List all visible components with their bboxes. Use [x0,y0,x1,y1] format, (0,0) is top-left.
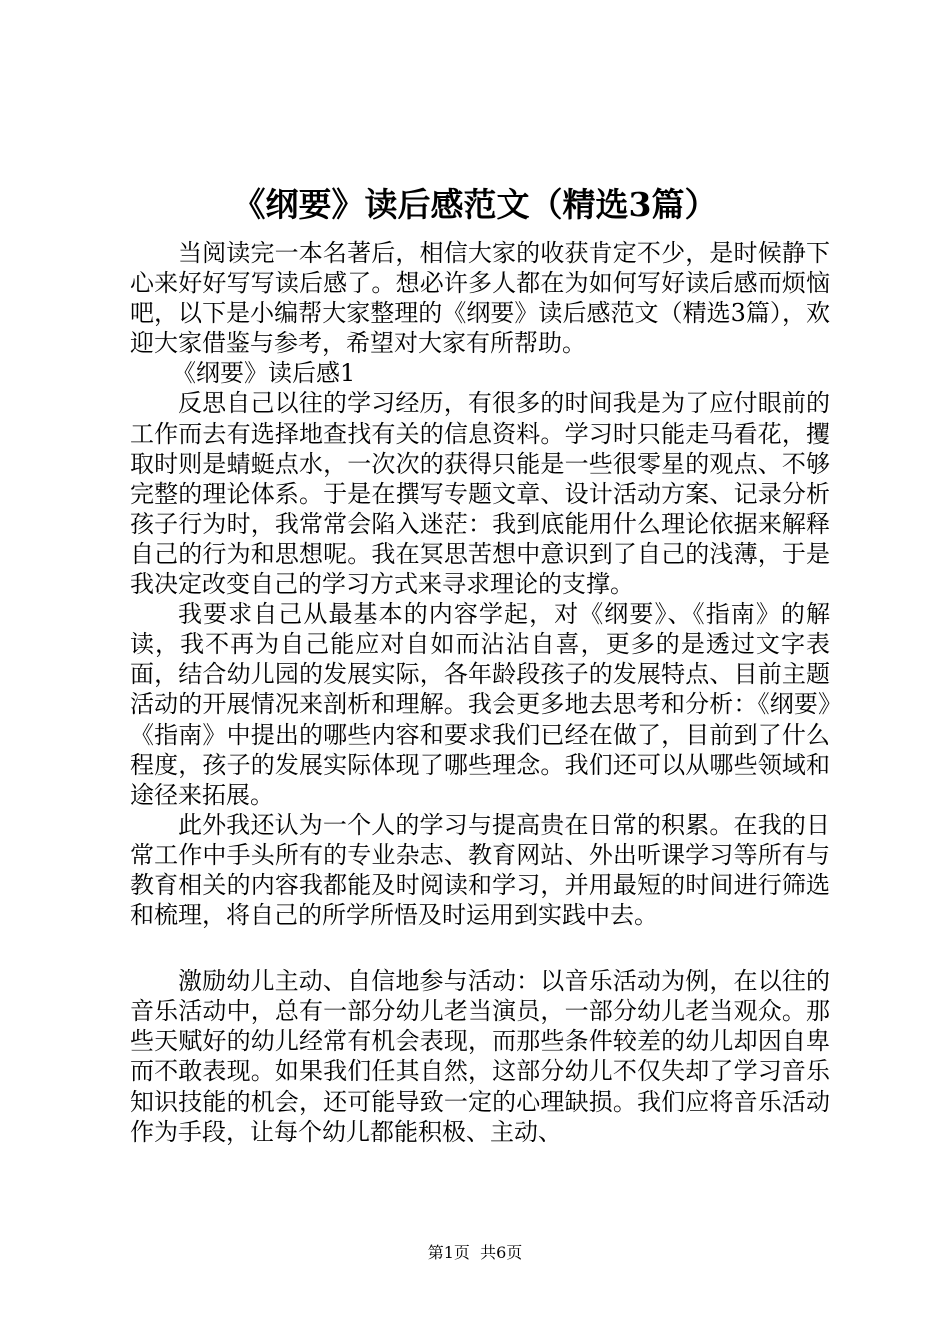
page-footer: 第1页 共6页 [427,1243,523,1262]
document-body [130,238,830,1147]
body-paragraph: 此外我还认为一个人的学习与提高贵在日常的积累。在我的日常工作中手头所有的专业杂志、教育网站、外出听课学习等所有与教育相关的内容我都能及时阅读和学习，并用最短的时间进行筛选和梳理，将自己的所学所悟及时运用到实践中去。 [130,810,830,930]
body-paragraph: 我要求自己从最基本的内容学起，对《纲要》、《指南》的解读，我不再为自己能应对自如而沾沾自喜，更多的是透过文字表面，结合幼儿园的发展实际，各年龄段孩子的发展特点、目前主题活动的开展情况来剖析和理解。我会更多地去思考和分析：《纲要》《指南》中提出的哪些内容和要求我们已经在做了，目前到了什么程度，孩子的发展实际体现了哪些理念。我们还可以从哪些领域和途径来拓展。 [130,600,830,809]
page-title: 《纲要》读后感范文（精选3篇） [232,185,718,224]
intro-paragraph: 当阅读完一本名著后，相信大家的收获肯定不少，是时候静下心来好好写写读后感了。想必许多人都在为如何写好读后感而烦恼吧，以下是小编帮大家整理的《纲要》读后感范文（精选3篇），欢迎大家借鉴与参考，希望对大家有所帮助。 [130,239,830,358]
body-paragraph: 反思自己以往的学习经历，有很多的时间我是为了应付眼前的工作而去有选择地查找有关的信息资料。学习时只能走马看花，攫取时则是蜻蜓点水，一次次的获得只能是一些很零星的观点、不够完整的理论体系。于是在撰写专题文章、设计活动方案、记录分析孩子行为时，我常常会陷入迷茫：我到底能用什么理论依据来解释自己的行为和思想呢。我在冥思苦想中意识到了自己的浅薄，于是我决定改变自己的学习方式来寻求理论的支撑。 [130,389,830,599]
body-paragraph: 激励幼儿主动、自信地参与活动：以音乐活动为例，在以往的音乐活动中，总有一部分幼儿老当演员，一部分幼儿老当观众。那些天赋好的幼儿经常有机会表现，而那些条件较差的幼儿却因自卑而不敢表现。如果我们任其自然，这部分幼儿不仅失却了学习音乐知识技能的机会，还可能导致一定的心理缺损。我们应将音乐活动作为手段，让每个幼儿都能积极、主动、 [130,967,830,1146]
paragraph-gap [130,930,830,966]
section-heading: 《纲要》读后感1 [172,359,356,388]
